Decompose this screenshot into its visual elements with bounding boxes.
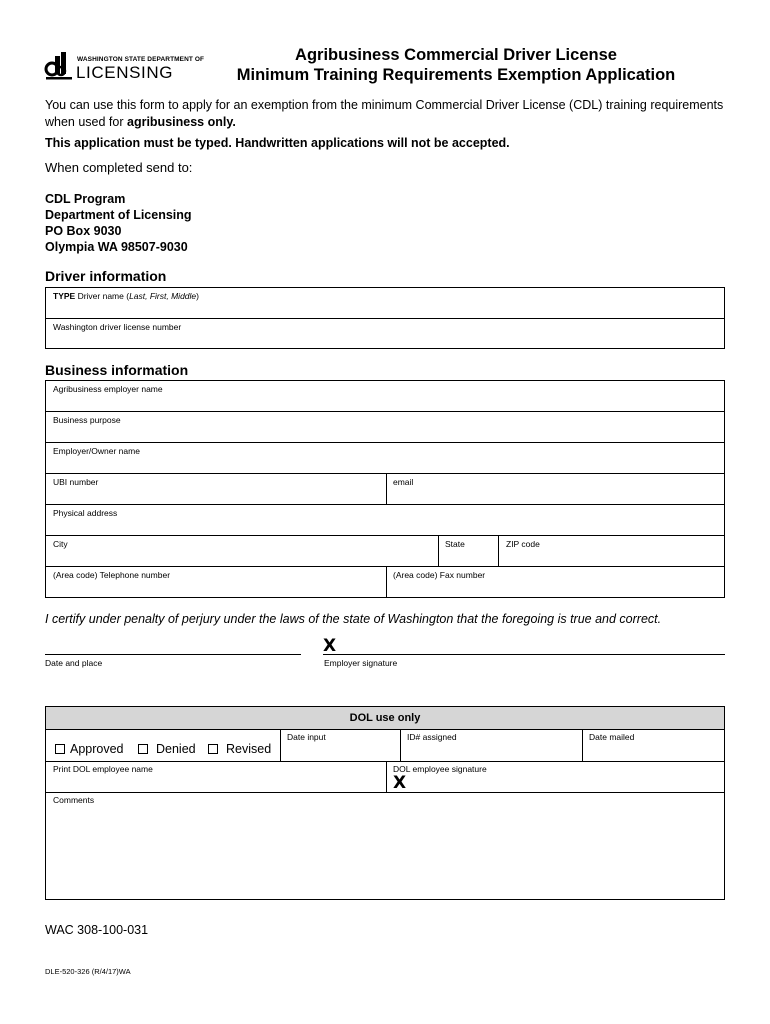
employer-signature-line[interactable] <box>323 654 725 655</box>
address-line1: CDL Program <box>45 192 126 206</box>
denied-checkbox[interactable] <box>138 744 148 754</box>
intro-text: You can use this form to apply for an exemption from the minimum Commercial Driver License (CDL) training requirements when used for <box>45 98 724 129</box>
logo-licensing-text: LICENSING <box>76 63 174 82</box>
license-number-label: Washington driver license number <box>53 322 182 332</box>
type-label: TYPE <box>53 291 76 301</box>
divider <box>46 566 724 567</box>
employer-signature-label: Employer signature <box>324 658 398 668</box>
driver-name-hint: Last, First, Middle <box>129 291 197 301</box>
approved-checkbox[interactable] <box>55 744 65 754</box>
address-line3: PO Box 9030 <box>45 224 122 238</box>
approved-label: Approved <box>70 742 124 756</box>
id-assigned-label: ID# assigned <box>407 732 457 742</box>
date-input-label: Date input <box>287 732 326 742</box>
business-purpose-label: Business purpose <box>53 415 121 425</box>
typed-notice: This application must be typed. Handwritten applications will not be accepted. <box>45 136 510 150</box>
logo-department-text: WASHINGTON STATE DEPARTMENT OF <box>77 56 205 63</box>
address-line2: Department of Licensing <box>45 208 192 222</box>
state-label: State <box>445 539 465 549</box>
divider <box>46 411 724 412</box>
form-title-line2: Minimum Training Requirements Exemption Application <box>236 66 676 84</box>
divider <box>46 504 724 505</box>
address-line4: Olympia WA 98507-9030 <box>45 240 188 254</box>
fax-label: (Area code) Fax number <box>393 570 486 580</box>
dol-use-header: DOL use only <box>46 707 724 730</box>
dol-use-box <box>45 706 725 900</box>
divider <box>386 761 387 792</box>
divider <box>280 730 281 761</box>
dol-logo-mark-icon <box>44 50 74 82</box>
physical-address-label: Physical address <box>53 508 118 518</box>
divider <box>498 535 499 566</box>
divider <box>386 473 387 504</box>
signature-x-mark: X <box>323 636 337 656</box>
certification-statement: I certify under penalty of perjury under the laws of the state of Washington that the foregoing is true and correct. <box>45 612 662 626</box>
intro-bold-text: agribusiness only. <box>127 115 236 129</box>
form-title <box>196 45 716 85</box>
divider <box>46 442 724 443</box>
revised-label: Revised <box>226 742 272 756</box>
divider <box>46 318 724 319</box>
divider <box>46 792 724 793</box>
driver-section-title: Driver information <box>45 268 167 284</box>
dol-employee-signature-label: DOL employee signature <box>393 764 487 774</box>
email-label: email <box>393 477 414 487</box>
ubi-number-label: UBI number <box>53 477 99 487</box>
driver-name-label <box>53 291 199 301</box>
comments-label: Comments <box>53 795 95 805</box>
divider <box>46 761 724 762</box>
driver-name-text: Driver name ( <box>77 291 130 301</box>
date-place-label: Date and place <box>45 658 103 668</box>
driver-info-box <box>45 287 725 349</box>
mailing-address <box>45 191 192 255</box>
divider <box>400 730 401 761</box>
divider <box>46 473 724 474</box>
intro-paragraph <box>45 97 735 131</box>
wac-reference: WAC 308-100-031 <box>45 923 149 937</box>
business-info-box <box>45 380 725 598</box>
zip-code-label: ZIP code <box>506 539 540 549</box>
form-number: DLE-520-326 (R/4/17)WA <box>45 967 131 976</box>
driver-name-close: ) <box>196 291 199 301</box>
divider <box>582 730 583 761</box>
revised-checkbox[interactable] <box>208 744 218 754</box>
business-section-title: Business information <box>45 362 189 378</box>
divider <box>386 566 387 597</box>
dol-employee-name-label: Print DOL employee name <box>53 764 153 774</box>
telephone-label: (Area code) Telephone number <box>53 570 171 580</box>
denied-label: Denied <box>156 742 196 756</box>
date-place-line[interactable] <box>45 654 301 655</box>
dol-logo <box>44 50 205 84</box>
city-label: City <box>53 539 68 549</box>
employer-name-label: Agribusiness employer name <box>53 384 163 394</box>
form-title-line1: Agribusiness Commercial Driver License <box>295 46 617 64</box>
divider <box>46 535 724 536</box>
date-mailed-label: Date mailed <box>589 732 635 742</box>
dol-signature-x-mark: X <box>393 773 407 793</box>
divider <box>438 535 439 566</box>
send-to-label: When completed send to: <box>45 160 193 175</box>
owner-name-label: Employer/Owner name <box>53 446 140 456</box>
